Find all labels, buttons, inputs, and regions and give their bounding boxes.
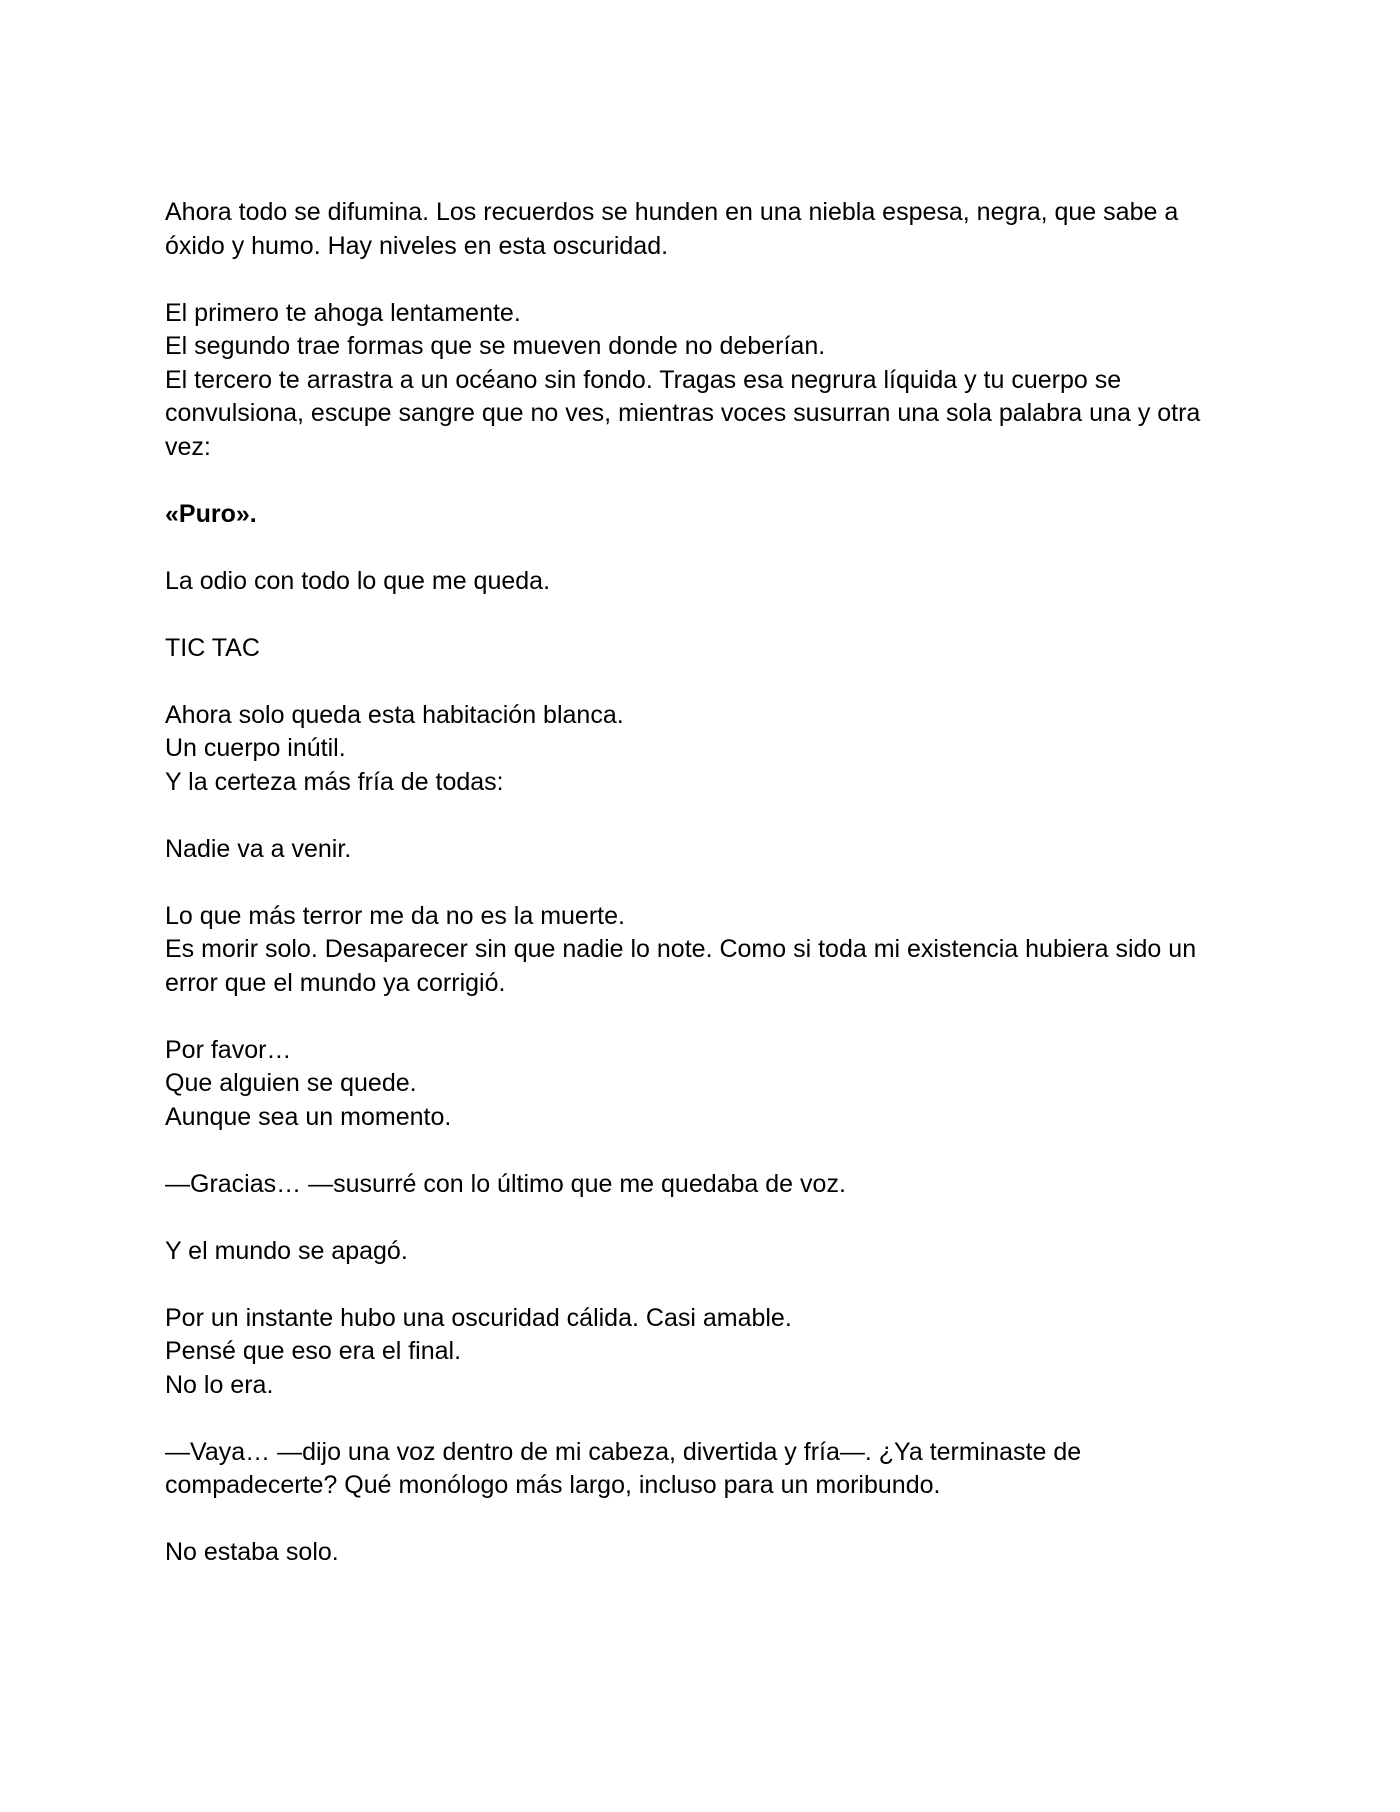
- paragraph-10: [165, 1168, 1220, 1202]
- paragraph-12: [165, 1302, 1220, 1403]
- paragraph-line: El tercero te arrastra a un océano sin fondo. Tragas esa negrura líquida y tu cuerpo se convulsiona, escupe sangre que no ves, mientras voces susurran una sola palabra una y otra vez:: [165, 365, 1201, 461]
- paragraph-line: Por un instante hubo una oscuridad cálida. Casi amable.: [165, 1303, 792, 1332]
- paragraph-line: Lo que más terror me da no es la muerte.: [165, 901, 625, 930]
- paragraph-1: [165, 196, 1220, 263]
- paragraph-13: [165, 1436, 1220, 1503]
- paragraph-line: Y la certeza más fría de todas:: [165, 767, 504, 796]
- paragraph-line: —Vaya… —dijo una voz dentro de mi cabeza, divertida y fría—. ¿Ya terminaste de compadecerte? Qué monólogo más largo, incluso para un moribundo.: [165, 1437, 1082, 1499]
- paragraph-line: El primero te ahoga lentamente.: [165, 298, 521, 327]
- paragraph-8: [165, 900, 1220, 1001]
- paragraph-line: Aunque sea un momento.: [165, 1102, 452, 1131]
- paragraph-5: [165, 632, 1220, 666]
- paragraph-line: Nadie va a venir.: [165, 834, 352, 863]
- paragraph-line: No lo era.: [165, 1370, 274, 1399]
- emphasized-word: «Puro».: [165, 499, 257, 528]
- paragraph-line: La odio con todo lo que me queda.: [165, 566, 551, 595]
- paragraph-3-emphasis: [165, 498, 1220, 532]
- paragraph-4: [165, 565, 1220, 599]
- paragraph-line: Que alguien se quede.: [165, 1069, 417, 1097]
- paragraph-line: Ahora solo queda esta habitación blanca.: [165, 700, 624, 729]
- paragraph-line: TIC TAC: [165, 633, 260, 662]
- paragraph-9: [165, 1034, 1220, 1135]
- paragraph-line: Y el mundo se apagó.: [165, 1236, 408, 1265]
- paragraph-line: Pensé que eso era el final.: [165, 1337, 462, 1365]
- paragraph-6: [165, 699, 1220, 800]
- paragraph-line: No estaba solo.: [165, 1538, 339, 1566]
- paragraph-line: Un cuerpo inútil.: [165, 734, 346, 762]
- paragraph-line: El segundo trae formas que se mueven donde no deberían.: [165, 332, 826, 360]
- paragraph-14: [165, 1536, 1220, 1570]
- paragraph-line: Por favor…: [165, 1035, 292, 1064]
- paragraph-11: [165, 1235, 1220, 1269]
- paragraph-line: Es morir solo. Desaparecer sin que nadie lo note. Como si toda mi existencia hubiera sido un error que el mundo ya corrigió.: [165, 935, 1197, 997]
- paragraph-line: —Gracias… —susurré con lo último que me quedaba de voz.: [165, 1169, 846, 1198]
- paragraph-line: Ahora todo se difumina. Los recuerdos se hunden en una niebla espesa, negra, que sabe a óxido y humo. Hay niveles en esta oscuridad.: [165, 198, 1179, 260]
- paragraph-7: [165, 833, 1220, 867]
- paragraph-2: [165, 297, 1220, 465]
